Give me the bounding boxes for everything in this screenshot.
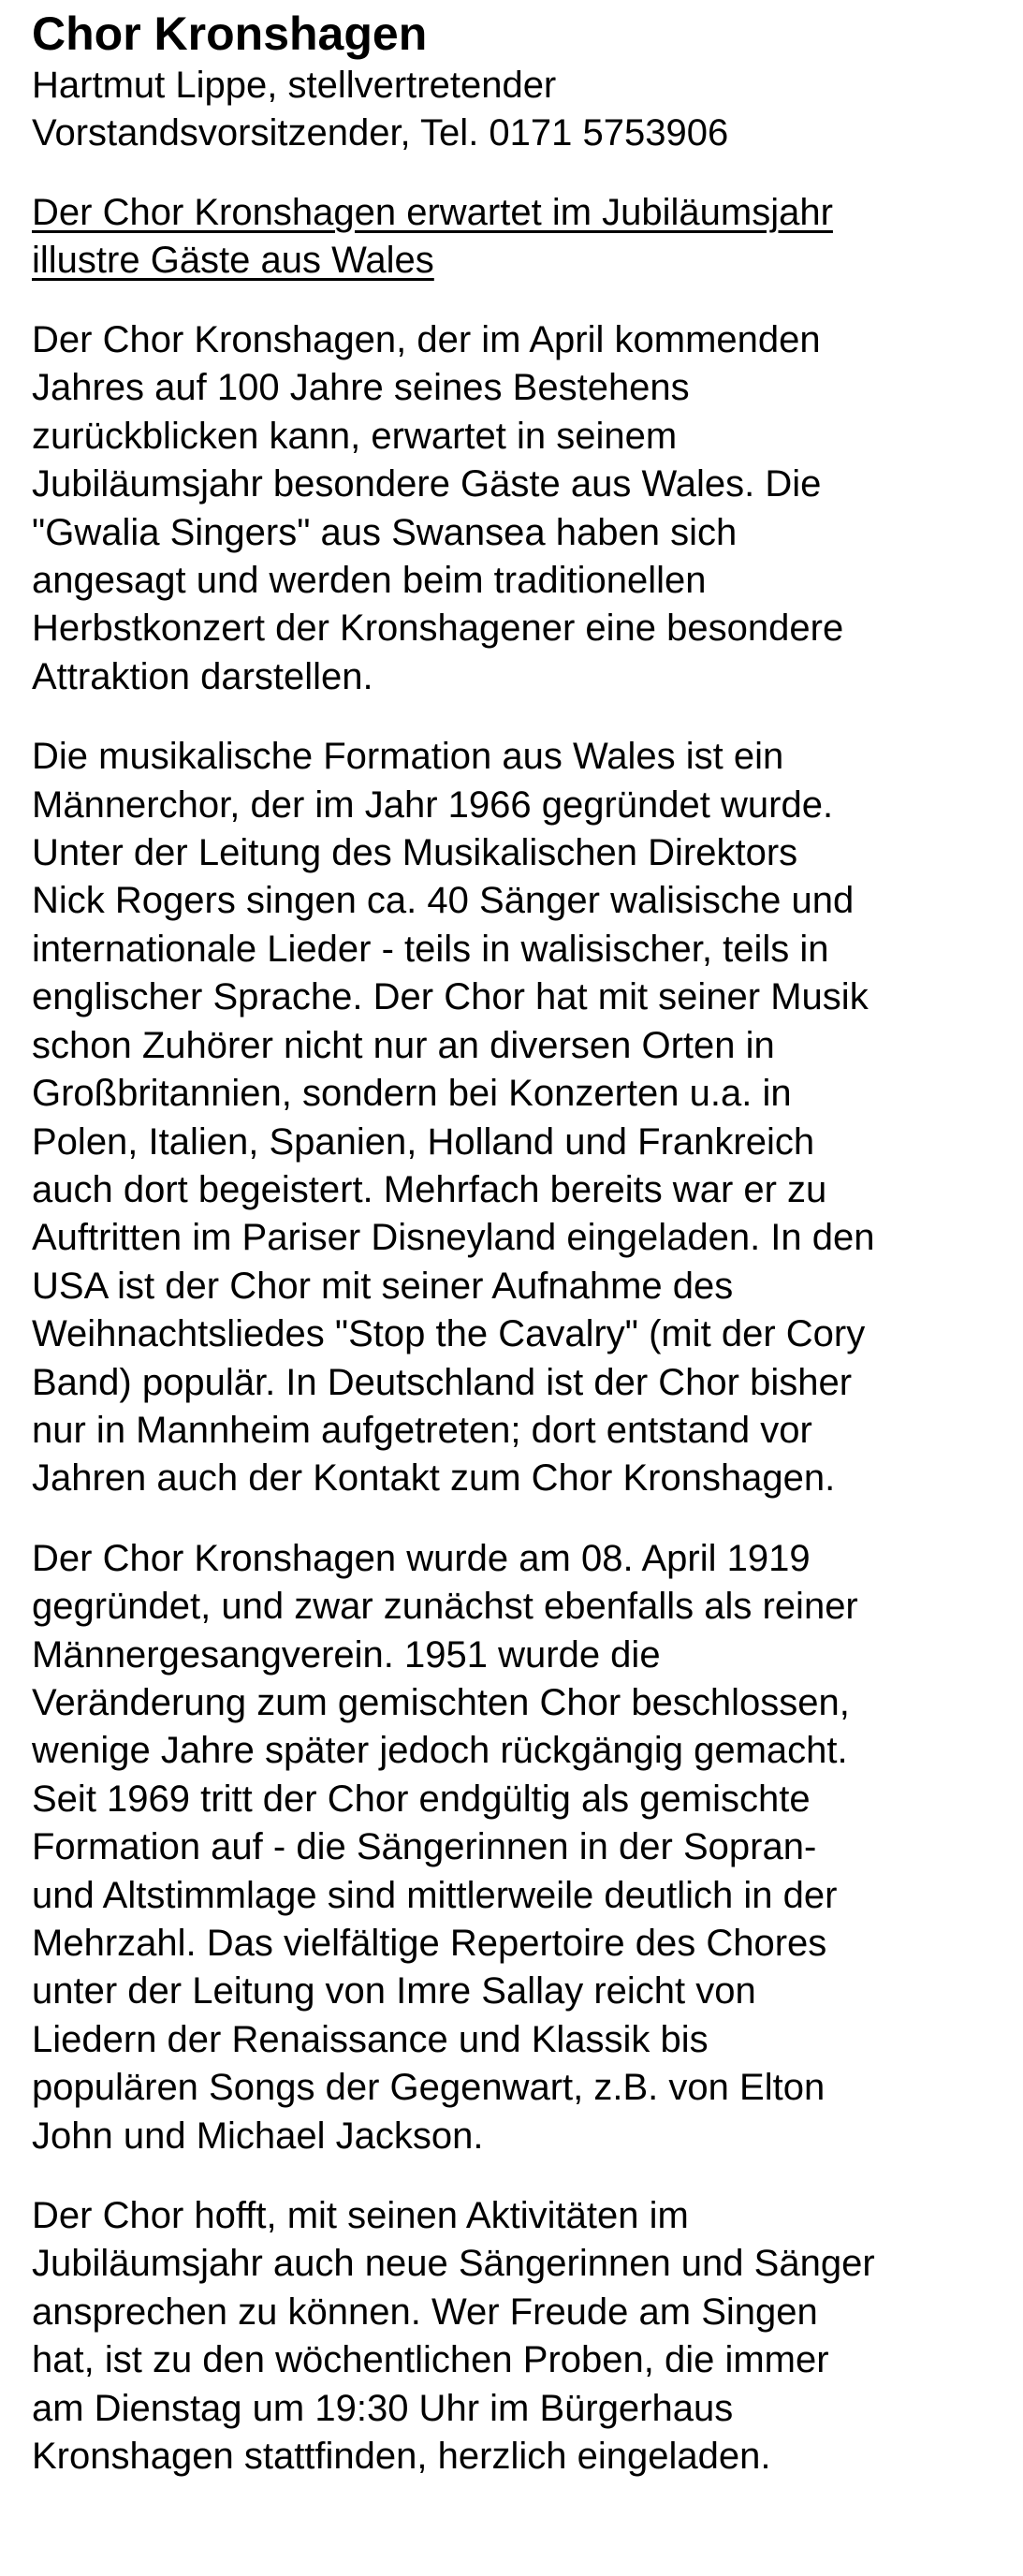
paragraph-line: Jubiläumsjahr auch neue Sängerinnen und Sänger xyxy=(32,2243,875,2285)
paragraph-line: Männergesangverein. 1951 wurde die xyxy=(32,1633,661,1676)
document-page xyxy=(32,6,1005,2481)
article-body xyxy=(32,316,1005,2481)
paragraph-line: Liedern der Renaissance und Klassik bis xyxy=(32,2018,709,2060)
paragraph-line: Großbritannien, sondern bei Konzerten u.a. in xyxy=(32,1073,792,1115)
paragraph-line: nur in Mannheim aufgetreten; dort entstand vor xyxy=(32,1409,812,1451)
paragraph-line: Auftritten im Pariser Disneyland eingeladen. In den xyxy=(32,1217,875,1259)
contact-line: Hartmut Lippe, stellvertretender xyxy=(32,65,557,106)
paragraph-line: Der Chor hofft, mit seinen Aktivitäten im xyxy=(32,2195,689,2237)
paragraph-line: Jahren auch der Kontakt zum Chor Kronshagen. xyxy=(32,1457,836,1500)
paragraph-line: schon Zuhörer nicht nur an diversen Orten in xyxy=(32,1024,775,1066)
paragraph-line: Veränderung zum gemischten Chor beschlossen, xyxy=(32,1681,850,1723)
paragraph-line: ansprechen zu können. Wer Freude am Singen xyxy=(32,2291,818,2333)
paragraph-line: Nick Rogers singen ca. 40 Sänger walisische und xyxy=(32,880,855,922)
paragraph-line: Unter der Leitung des Musikalischen Direktors xyxy=(32,832,798,874)
paragraph-line: Männerchor, der im Jahr 1966 gegründet wurde. xyxy=(32,783,834,826)
paragraph-line: am Dienstag um 19:30 Uhr im Bürgerhaus xyxy=(32,2387,734,2429)
paragraph-line: Der Chor Kronshagen wurde am 08. April 1919 xyxy=(32,1537,811,1579)
paragraph-line: und Altstimmlage sind mittlerweile deutlich in der xyxy=(32,1874,838,1916)
paragraph-line: englischer Sprache. Der Chor hat mit seiner Musik xyxy=(32,976,869,1018)
paragraph-line: Formation auf - die Sängerinnen in der Sopran- xyxy=(32,1826,817,1868)
paragraph-line: Band) populär. In Deutschland ist der Chor bisher xyxy=(32,1361,853,1403)
headline-line: illustre Gäste aus Wales xyxy=(32,240,434,281)
paragraph xyxy=(32,2192,1005,2481)
paragraph xyxy=(32,316,1005,701)
paragraph-line: Kronshagen stattfinden, herzlich eingeladen. xyxy=(32,2436,771,2478)
paragraph-line: zurückblicken kann, erwartet in seinem xyxy=(32,415,678,457)
paragraph-line: Jubiläumsjahr besondere Gäste aus Wales. Die xyxy=(32,463,822,505)
paragraph xyxy=(32,1535,1005,2160)
paragraph-line: internationale Lieder - teils in walisischer, teils in xyxy=(32,928,829,970)
headline-line: Der Chor Kronshagen erwartet im Jubiläumsjahr xyxy=(32,192,833,233)
paragraph-line: USA ist der Chor mit seiner Aufnahme des xyxy=(32,1265,734,1307)
paragraph-line: unter der Leitung von Imre Sallay reicht von xyxy=(32,1970,756,2012)
paragraph-line: John und Michael Jackson. xyxy=(32,2115,484,2157)
article-headline xyxy=(32,189,1005,285)
paragraph-line: angesagt und werden beim traditionellen xyxy=(32,560,707,602)
paragraph-line: Mehrzahl. Das vielfältige Repertoire des Chores xyxy=(32,1923,827,1964)
document-title: Chor Kronshagen xyxy=(32,7,428,60)
paragraph-line: Jahres auf 100 Jahre seines Bestehens xyxy=(32,367,690,409)
paragraph-line: Seit 1969 tritt der Chor endgültig als gemischte xyxy=(32,1778,811,1820)
paragraph-line: hat, ist zu den wöchentlichen Proben, die immer xyxy=(32,2339,829,2381)
paragraph-line: Die musikalische Formation aus Wales ist ein xyxy=(32,736,784,778)
paragraph-line: Herbstkonzert der Kronshagener eine besondere xyxy=(32,607,844,650)
paragraph-line: wenige Jahre später jedoch rückgängig gemacht. xyxy=(32,1730,848,1772)
paragraph-line: Weihnachtsliedes "Stop the Cavalry" (mit der Cory xyxy=(32,1313,866,1355)
paragraph-line: "Gwalia Singers" aus Swansea haben sich xyxy=(32,511,738,553)
contact-info xyxy=(32,62,1005,157)
paragraph-line: populären Songs der Gegenwart, z.B. von Elton xyxy=(32,2067,826,2109)
paragraph-line: auch dort begeistert. Mehrfach bereits war er zu xyxy=(32,1168,827,1210)
paragraph-line: Der Chor Kronshagen, der im April kommenden xyxy=(32,319,821,360)
paragraph-line: Attraktion darstellen. xyxy=(32,655,373,697)
contact-line: Vorstandsvorsitzender, Tel. 0171 5753906 xyxy=(32,112,729,154)
paragraph-line: gegründet, und zwar zunächst ebenfalls als reiner xyxy=(32,1586,858,1628)
paragraph-line: Polen, Italien, Spanien, Holland und Frankreich xyxy=(32,1120,815,1163)
paragraph xyxy=(32,733,1005,1503)
